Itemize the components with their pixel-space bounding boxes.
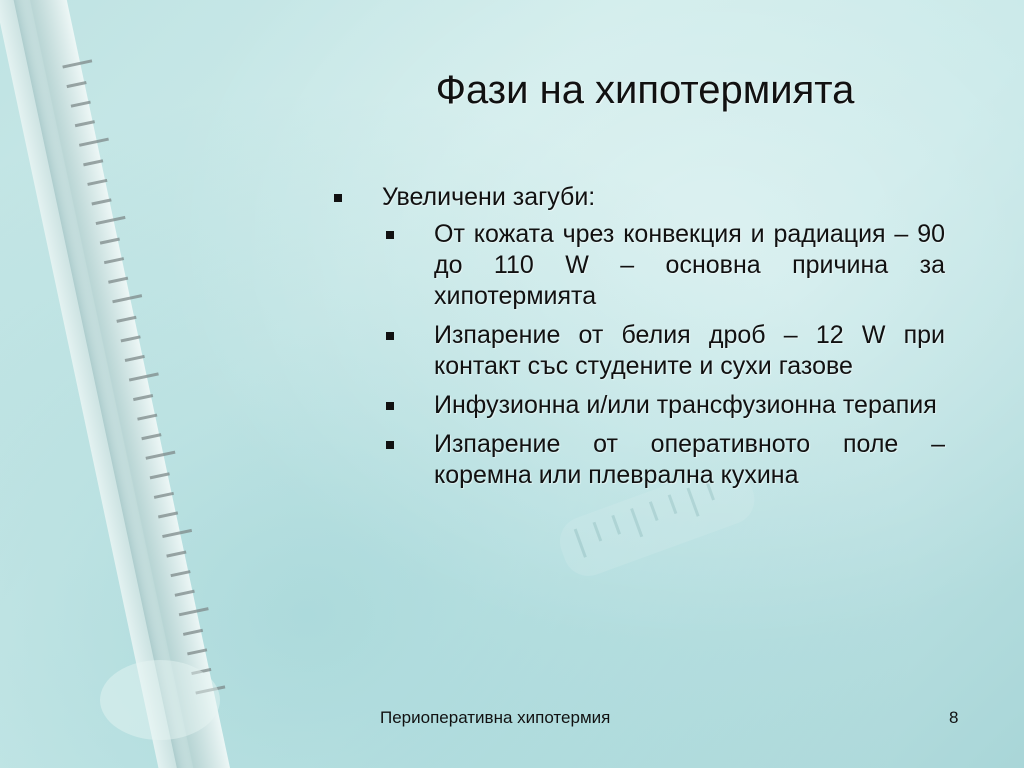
slide-content xyxy=(330,182,945,499)
sub-bullet-item xyxy=(330,320,945,382)
square-bullet-icon xyxy=(386,332,394,340)
slide-footer: Периоперативна хипотермия xyxy=(380,708,611,727)
main-bullet-item xyxy=(330,182,945,213)
sub-bullet-text: Инфузионна и/или трансфузионна терапия xyxy=(434,391,937,419)
square-bullet-icon xyxy=(386,231,394,239)
page-number: 8 xyxy=(949,708,959,727)
sub-bullet-item xyxy=(330,219,945,312)
thermometer-decoration xyxy=(0,0,260,768)
sub-bullet-item xyxy=(330,390,945,421)
sub-bullet-text: От кожата чрез конвекция и радиация – 90 до 110 W – основна причина за хипотермията xyxy=(434,220,945,310)
square-bullet-icon xyxy=(386,441,394,449)
square-bullet-icon xyxy=(334,194,342,202)
sub-bullet-item xyxy=(330,429,945,491)
slide-title: Фази на хипотермията xyxy=(435,68,855,112)
background-thermometer-decoration xyxy=(540,470,800,700)
sub-bullet-text: Изпарение от оперативното поле – коремна или плеврална кухина xyxy=(434,430,945,489)
square-bullet-icon xyxy=(386,402,394,410)
main-bullet-text: Увеличени загуби: xyxy=(382,183,596,211)
sub-bullet-text: Изпарение от белия дроб – 12 W при контакт със студените и сухи газове xyxy=(434,321,945,380)
